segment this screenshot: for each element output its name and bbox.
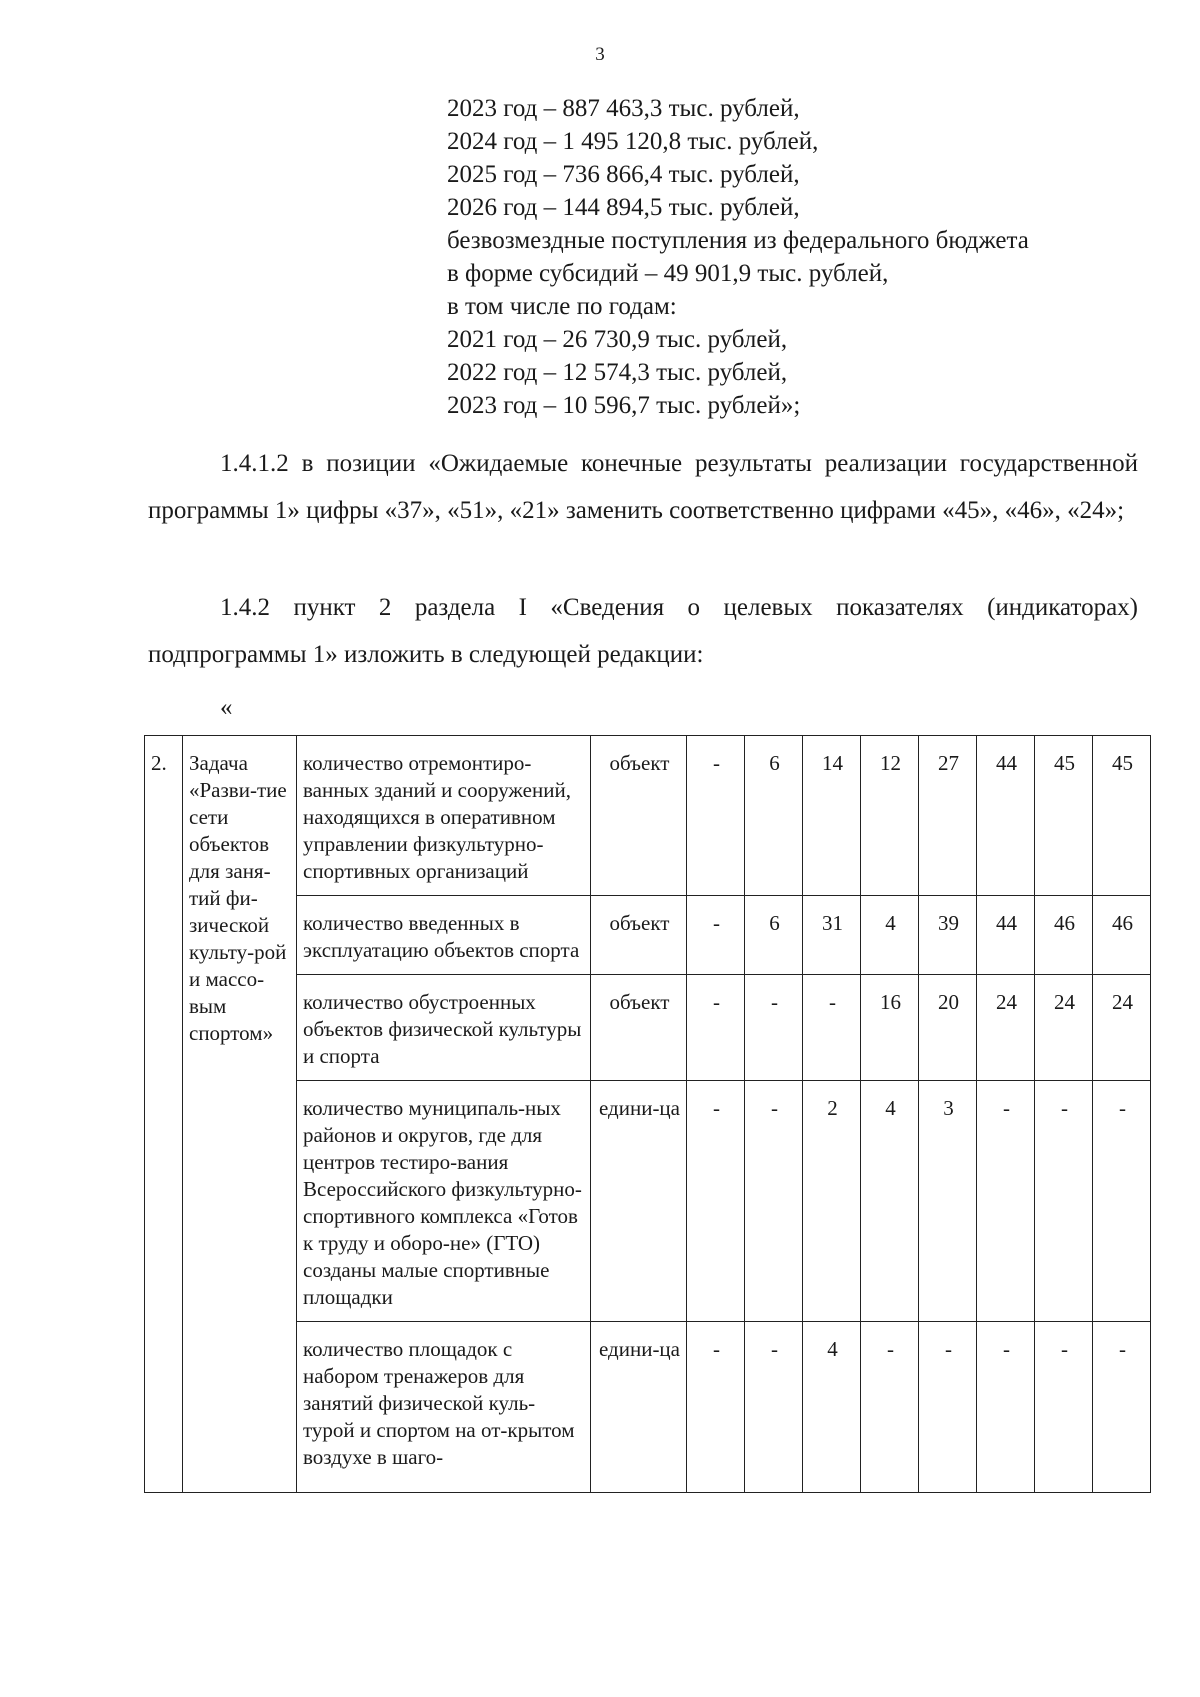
value-cell: 44	[977, 736, 1035, 896]
value-cell: -	[1035, 1081, 1093, 1322]
funding-line: в форме субсидий – 49 901,9 тыс. рублей,	[447, 260, 889, 287]
unit-cell: едини-ца	[591, 1081, 687, 1322]
value-cell: -	[687, 975, 745, 1081]
value-cell: -	[745, 1081, 803, 1322]
funding-line: 2022 год – 12 574,3 тыс. рублей,	[447, 359, 788, 386]
value-cell: 45	[1093, 736, 1151, 896]
funding-line: 2023 год – 887 463,3 тыс. рублей,	[447, 95, 800, 122]
value-cell: 12	[861, 736, 919, 896]
value-cell: -	[977, 1322, 1035, 1493]
funding-line: 2023 год – 10 596,7 тыс. рублей»;	[447, 392, 801, 419]
table-row	[145, 736, 1151, 896]
funding-line: в том числе по годам:	[447, 293, 677, 320]
value-cell: 46	[1035, 896, 1093, 975]
value-cell: -	[1093, 1322, 1151, 1493]
value-cell: -	[977, 1081, 1035, 1322]
value-cell: -	[1093, 1081, 1151, 1322]
paragraph-amendment-results	[148, 440, 1138, 534]
value-cell: -	[919, 1322, 977, 1493]
unit-cell: объект	[591, 736, 687, 896]
indicator-name-cell: количество муниципаль-ных районов и округов, где для центров тестиро-вания Всероссийского физкультурно-спортивного комплекса «Готов к труду и оборо-не» (ГТО) созданы малые спортивные площадки	[297, 1081, 591, 1322]
unit-cell: объект	[591, 975, 687, 1081]
value-cell: -	[687, 736, 745, 896]
value-cell: 24	[1035, 975, 1093, 1081]
value-cell: 39	[919, 896, 977, 975]
page-number: 3	[595, 44, 605, 65]
open-quote: «	[220, 694, 233, 721]
value-cell: 4	[803, 1322, 861, 1493]
funding-line: 2026 год – 144 894,5 тыс. рублей,	[447, 194, 800, 221]
value-cell: 31	[803, 896, 861, 975]
paragraph-amendment-section	[148, 584, 1138, 678]
unit-cell: объект	[591, 896, 687, 975]
value-cell: -	[687, 1081, 745, 1322]
value-cell: -	[1035, 1322, 1093, 1493]
value-cell: 16	[861, 975, 919, 1081]
funding-line: 2021 год – 26 730,9 тыс. рублей,	[447, 326, 788, 353]
value-cell: 4	[861, 1081, 919, 1322]
value-cell: 3	[919, 1081, 977, 1322]
paragraph-text: 1.4.2 пункт 2 раздела I «Сведения о целевых показателях (индикаторах) подпрограммы 1» изложить в следующей редакции:	[148, 594, 1138, 668]
funding-line: безвозмездные поступления из федерального бюджета	[447, 227, 1029, 254]
indicators-table	[144, 735, 1151, 1493]
value-cell: -	[687, 896, 745, 975]
value-cell: 24	[1093, 975, 1151, 1081]
funding-block	[447, 92, 1029, 422]
value-cell: 20	[919, 975, 977, 1081]
value-cell: 24	[977, 975, 1035, 1081]
task-cell: Задача «Разви-тие сети объектов для заня-тий фи-зической культу-рой и массо-вым спортом»	[183, 736, 297, 1493]
value-cell: 44	[977, 896, 1035, 975]
value-cell: 27	[919, 736, 977, 896]
indicator-name-cell: количество площадок с набором тренажеров для занятий физической куль-турой и спортом на от-крытом воздухе в шаго-	[297, 1322, 591, 1493]
indicator-name-cell: количество введенных в эксплуатацию объектов спорта	[297, 896, 591, 975]
value-cell: -	[745, 975, 803, 1081]
indicator-name-cell: количество обустроенных объектов физической культуры и спорта	[297, 975, 591, 1081]
funding-line: 2024 год – 1 495 120,8 тыс. рублей,	[447, 128, 819, 155]
value-cell: 4	[861, 896, 919, 975]
value-cell: -	[803, 975, 861, 1081]
value-cell: -	[745, 1322, 803, 1493]
row-number-cell: 2.	[145, 736, 183, 1493]
value-cell: 2	[803, 1081, 861, 1322]
value-cell: 6	[745, 736, 803, 896]
value-cell: 45	[1035, 736, 1093, 896]
funding-line: 2025 год – 736 866,4 тыс. рублей,	[447, 161, 800, 188]
value-cell: -	[687, 1322, 745, 1493]
value-cell: 14	[803, 736, 861, 896]
indicator-name-cell: количество отремонтиро-ванных зданий и сооружений, находящихся в оперативном управлении физкультурно-спортивных организаций	[297, 736, 591, 896]
value-cell: -	[861, 1322, 919, 1493]
unit-cell: едини-ца	[591, 1322, 687, 1493]
value-cell: 6	[745, 896, 803, 975]
paragraph-text: 1.4.1.2 в позиции «Ожидаемые конечные результаты реализации государственной программы 1» цифры «37», «51», «21» заменить соответственно цифрами «45», «46», «24»;	[148, 450, 1138, 524]
value-cell: 46	[1093, 896, 1151, 975]
